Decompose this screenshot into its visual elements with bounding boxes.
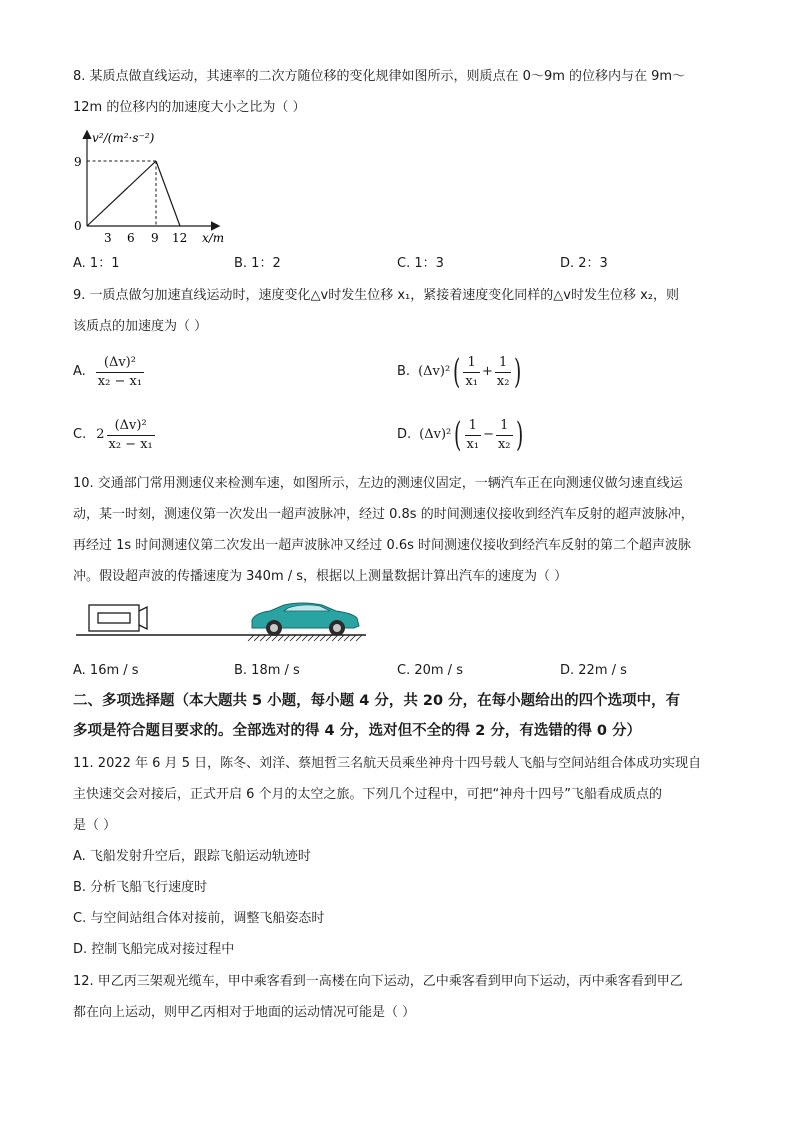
q11-line-2: 主快速交会对接后，正式开启 6 个月的太空之旅。下列几个过程中，可把“神舟十四号”飞船看成质点的 <box>73 787 663 802</box>
q9-option-d-lparen: ( <box>454 415 462 455</box>
q11-option-b[interactable]: B. 分析飞船飞行速度时 <box>73 880 208 895</box>
q10-line-1: 10. 交通部门常用测速仪来检测车速，如图所示，左边的测速仪固定，一辆汽车正在向测速仪做匀速直线运 <box>73 476 683 491</box>
q8-line-2: 12m 的位移内的加速度大小之比为（ ） <box>73 100 306 115</box>
q9-option-b-frac-2 <box>495 354 512 391</box>
q8-x-label: x/m <box>202 231 225 245</box>
q9-option-b-frac-1 <box>463 354 480 391</box>
q9-option-a-denominator: x₂ − x₁ <box>97 373 143 389</box>
q12-line-1: 12. 甲乙丙三架观光缆车，甲中乘客看到一高楼在向下运动，乙中乘客看到甲向下运动，丙中乘客看到甲乙 <box>73 974 683 989</box>
q9-option-b-rparen: ) <box>514 352 522 392</box>
q9-line-2: 该质点的加速度为（ ） <box>73 319 208 334</box>
q8-line-rise <box>87 161 156 226</box>
q8-line-fall <box>156 161 180 226</box>
q8-option-c[interactable]: C. 1：3 <box>397 256 444 271</box>
q9-option-b[interactable] <box>397 348 525 396</box>
q9-option-d-frac-2 <box>496 417 513 454</box>
q10-line-2: 动，某一时刻，测速仪第一次发出一超声波脉冲，经过 0.8s 的时间测速仪接收到经汽车反射的超声波脉冲， <box>73 507 694 522</box>
q9-option-c[interactable] <box>73 411 155 459</box>
q9-line-1: 9. 一质点做匀加速直线运动时，速度变化△v时发生位移 x₁，紧接着速度变化同样的△v时发生位移 x₂，则 <box>73 288 679 303</box>
q9-option-b-dv: (Δv)² <box>418 364 451 379</box>
q8-y-label: v²/(m²·s⁻²) <box>92 131 155 145</box>
q8-graph <box>70 126 240 248</box>
q10-speed-detector <box>89 605 147 631</box>
q8-line-1: 8. 某质点做直线运动，其速率的二次方随位移的变化规律如图所示，则质点在 0～9m 的位移内与在 9m～ <box>73 69 686 84</box>
q10-option-c[interactable]: C. 20m / s <box>397 663 463 678</box>
q8-y-tick-9: 9 <box>74 155 82 169</box>
q8-x-tick-6: 6 <box>127 231 135 245</box>
q9-option-d-rparen: ) <box>515 415 523 455</box>
q9-option-b-num-2: 1 <box>495 354 512 373</box>
section-2-heading-line-1: 二、多项选择题（本大题共 5 小题，每小题 4 分，共 20 分，在每小题给出的四个选项中，有 <box>73 693 681 709</box>
q9-option-a-label: A. <box>73 364 86 379</box>
q9-option-d[interactable] <box>397 411 526 459</box>
q11-option-c[interactable]: C. 与空间站组合体对接前，调整飞船姿态时 <box>73 911 325 926</box>
q9-option-b-den-2: x₂ <box>496 373 510 389</box>
q9-option-c-label: C. <box>73 427 87 442</box>
q11-line-1: 11. 2022 年 6 月 5 日，陈冬、刘洋、蔡旭哲三名航天员乘坐神舟十四号载人飞船与空间站组合体成功实现自 <box>73 756 702 771</box>
q9-option-d-num-1: 1 <box>465 417 482 436</box>
q8-x-tick-9: 9 <box>151 231 159 245</box>
q9-option-b-num-1: 1 <box>463 354 480 373</box>
q9-option-c-fraction <box>107 417 155 454</box>
q8-x-tick-12: 12 <box>172 231 188 245</box>
q9-option-a[interactable] <box>73 348 144 396</box>
q9-option-d-label: D. <box>397 427 412 442</box>
q9-option-c-numerator: (Δv)² <box>107 417 155 436</box>
q9-option-b-plus: + <box>481 364 493 379</box>
q9-option-d-dv: (Δv)² <box>419 427 452 442</box>
q9-option-d-num-2: 1 <box>496 417 513 436</box>
q10-option-d[interactable]: D. 22m / s <box>560 663 627 678</box>
q9-option-c-denominator: x₂ − x₁ <box>108 436 153 452</box>
q9-option-b-lparen: ( <box>453 352 461 392</box>
q12-line-2: 都在向上运动，则甲乙丙相对于地面的运动情况可能是（ ） <box>73 1005 416 1020</box>
q9-option-a-numerator: (Δv)² <box>96 354 144 373</box>
q8-option-a[interactable]: A. 1：1 <box>73 256 120 271</box>
q10-option-b[interactable]: B. 18m / s <box>234 663 300 678</box>
q10-car <box>252 603 359 636</box>
q8-x-tick-3: 3 <box>104 231 112 245</box>
q9-option-c-coef: 2 <box>96 427 105 442</box>
q9-option-d-frac-1 <box>465 417 482 454</box>
section-2-heading-line-2: 多项是符合题目要求的。全部选对的得 4 分，选对但不全的得 2 分，有选错的得 0 分） <box>73 723 642 739</box>
q10-ground-hatch <box>248 635 362 641</box>
q8-option-d[interactable]: D. 2：3 <box>560 256 608 271</box>
q11-option-a[interactable]: A. 飞船发射升空后，跟踪飞船运动轨迹时 <box>73 849 311 864</box>
q9-option-b-label: B. <box>397 364 411 379</box>
q8-option-b[interactable]: B. 1：2 <box>234 256 281 271</box>
q9-option-b-den-1: x₁ <box>465 373 478 389</box>
q9-option-d-den-1: x₁ <box>466 436 480 452</box>
q10-figure <box>74 596 374 646</box>
q11-option-d[interactable]: D. 控制飞船完成对接过程中 <box>73 942 235 957</box>
q9-option-a-fraction <box>96 354 144 391</box>
q10-option-a[interactable]: A. 16m / s <box>73 663 139 678</box>
q8-origin: 0 <box>74 219 82 233</box>
q9-option-d-den-2: x₂ <box>497 436 511 452</box>
q11-line-3: 是（ ） <box>73 818 117 833</box>
q10-line-4: 冲。假设超声波的传播速度为 340m / s，根据以上测量数据计算出汽车的速度为（ ） <box>73 569 568 584</box>
q9-option-d-minus: − <box>483 427 494 442</box>
q10-line-3: 再经过 1s 时间测速仪第二次发出一超声波脉冲又经过 0.6s 时间测速仪接收到经汽车反射的第二个超声波脉 <box>73 538 692 553</box>
